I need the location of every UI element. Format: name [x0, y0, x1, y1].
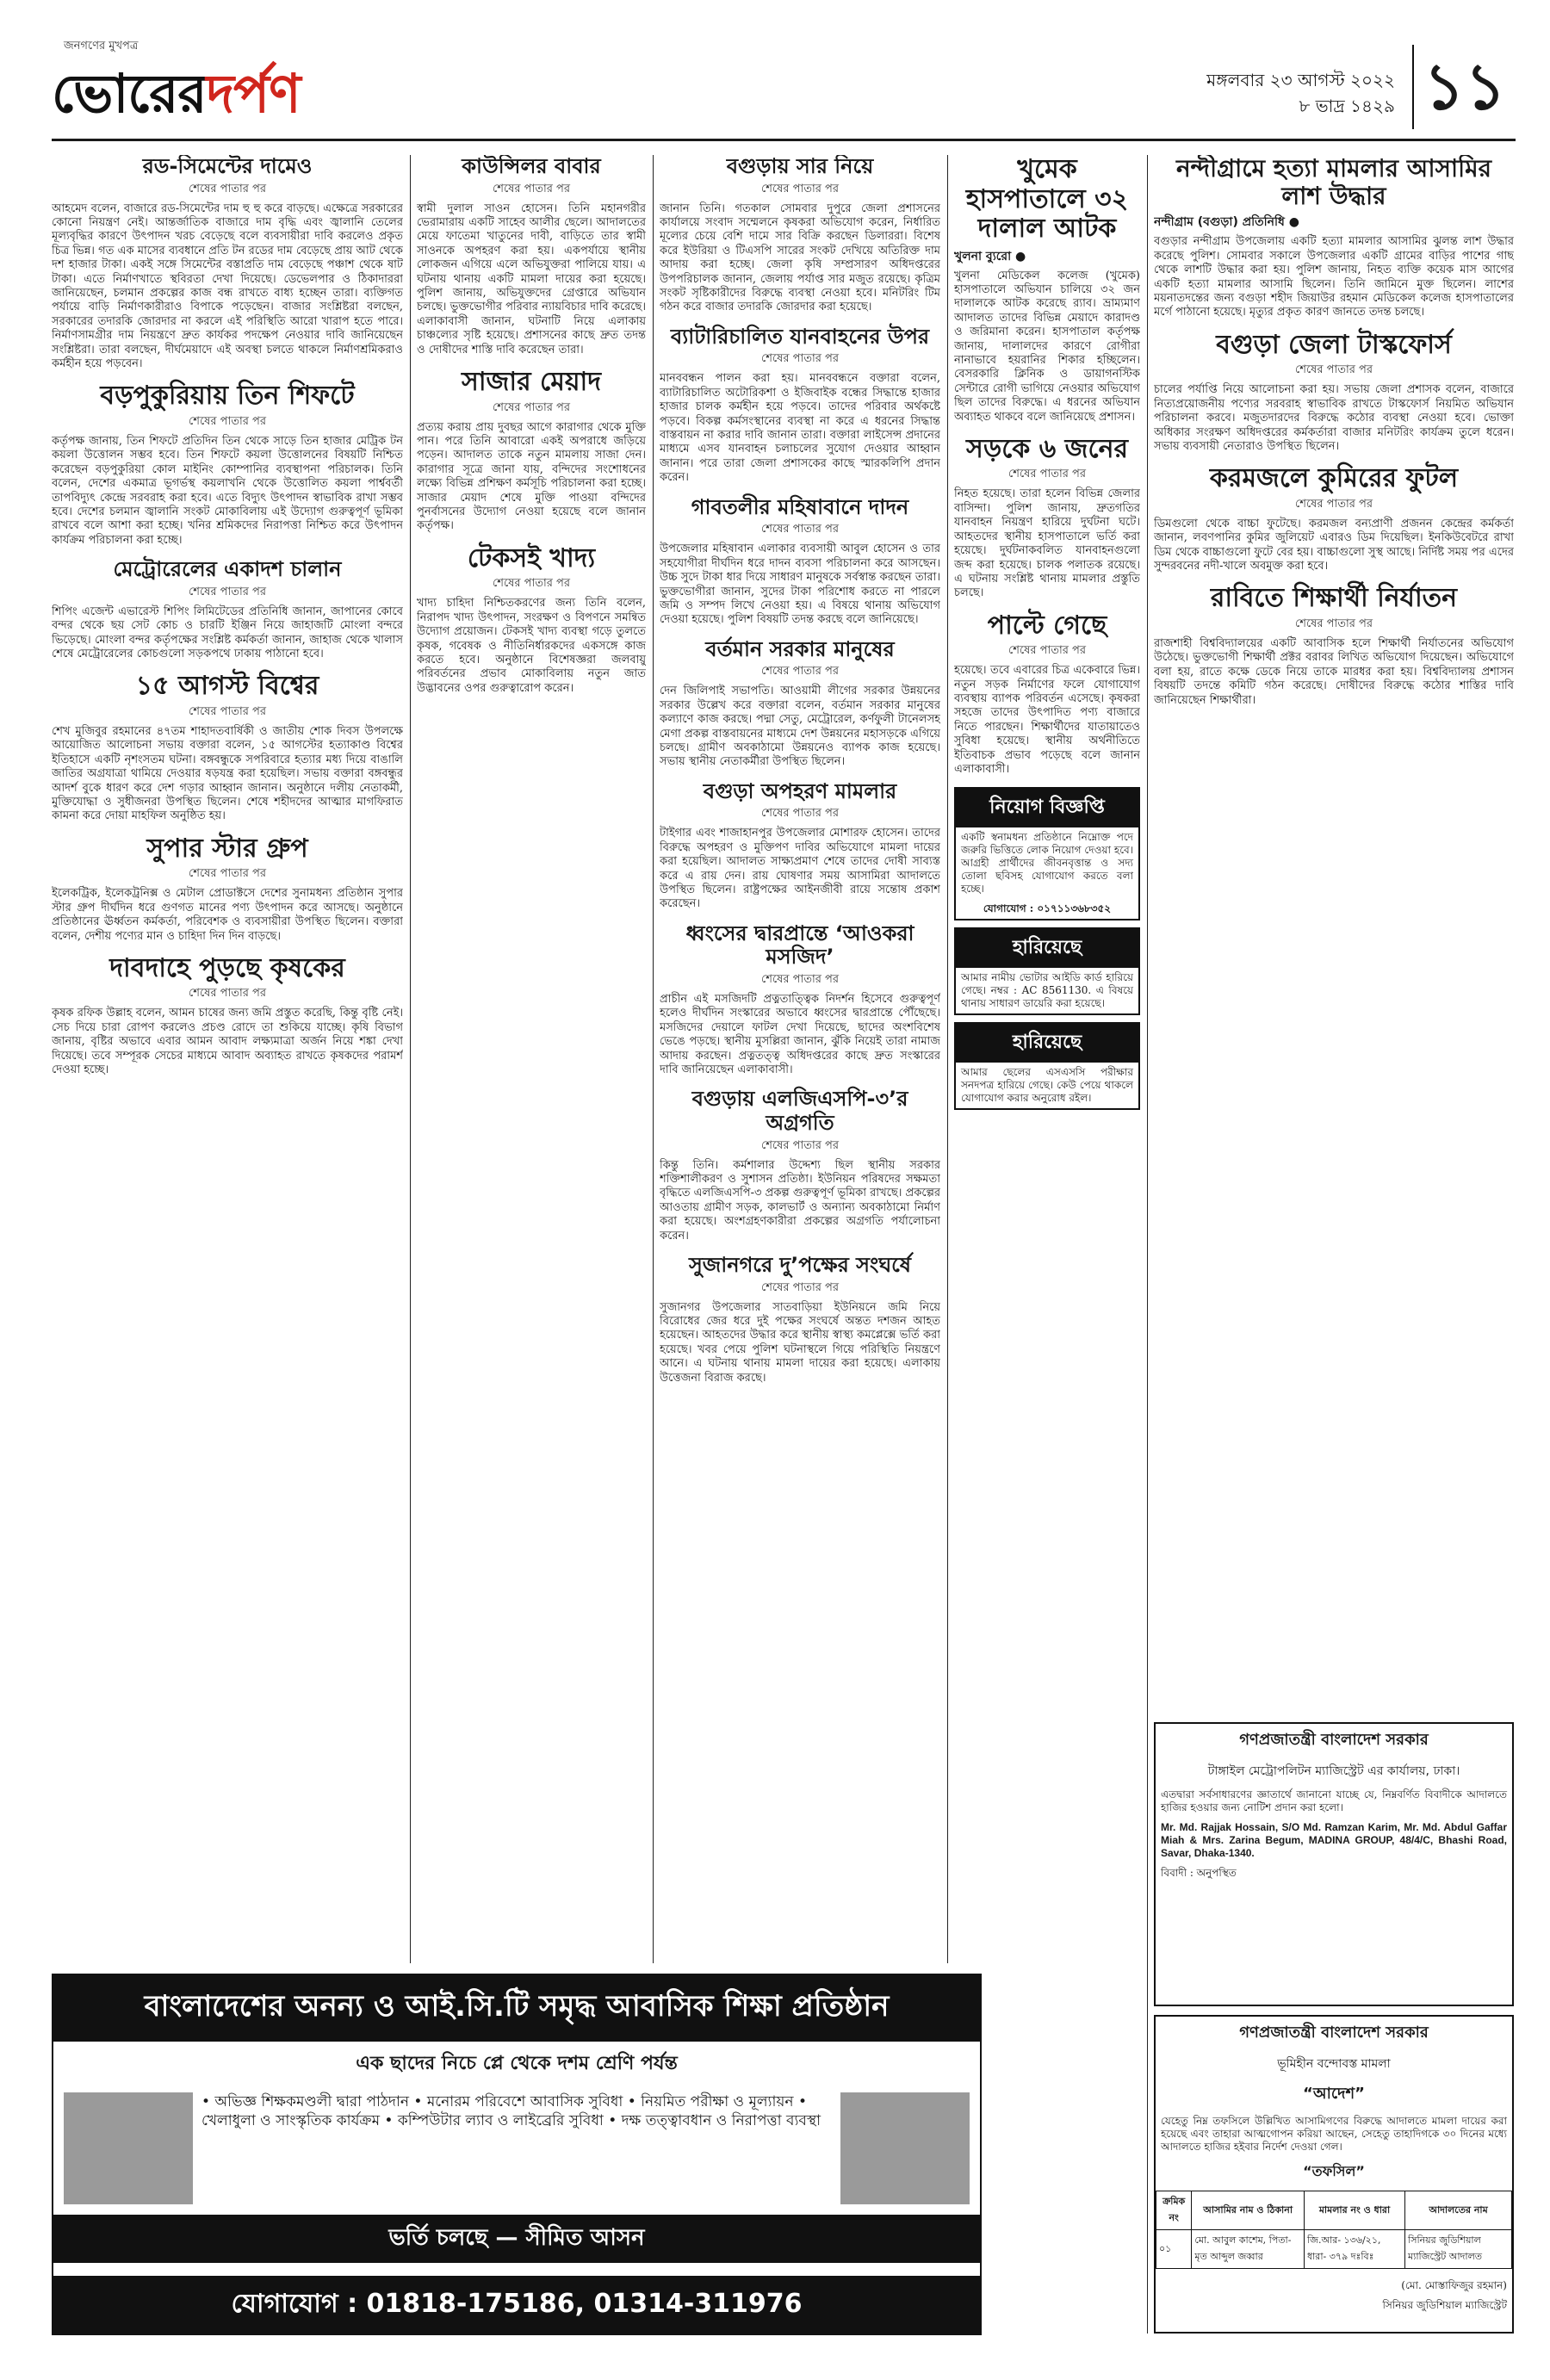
- article-body: আহমেদ বলেন, বাজারে রড-সিমেন্টের দাম হু হু করে বাড়ছে। এক্ষেত্রে সরকারের কোনো নিয়ন্ত্রণ নেই। আন্তর্জাতিক বাজারে দাম বৃদ্ধি এবং জ্বালানি তেলের মূল্যবৃদ্ধির কারণে উৎপাদন খরচ বেড়েছে বলে ব্যবসায়ীরা দাবি করলেও প্রকৃত চিত্র ভিন্ন। গত এক মাসের ব্যবধানে প্রতি টন রডের দাম বেড়েছে প্রায় আট থেকে দশ হাজার টাকা। একই সঙ্গে সিমেন্টের বস্তাপ্রতি দাম বেড়েছে পঞ্চাশ থেকে ষাট টাকা। এতে নির্মাণখাতে স্থবিরতা দেখা দিয়েছে। ডেভেলপার ও ঠিকাদাররা জানিয়েছেন, চলমান প্রকল্পের কাজ বন্ধ রাখতে বাধ্য হচ্ছেন তারা। ব্যক্তিগত পর্যায়ে বাড়ি নির্মাণকারীরাও বিপাকে পড়েছেন। বাজার সংশ্লিষ্টরা বলছেন, সরকারের তদারকি জোরদার না করলে এই পরিস্থিতি আরো খারাপ হতে পারে। নির্মাণসামগ্রীর দাম নিয়ন্ত্রণে দ্রুত কার্যকর পদক্ষেপ নেওয়ার দাবি জানিয়েছেন সংশ্লিষ্টরা। তারা বলছেন, দীর্ঘমেয়াদে এই অবস্থা চলতে থাকলে নির্মাণশ্রমিকরাও কর্মহীন হয়ে পড়বেন।: [52, 201, 403, 371]
- continued-label: শেষের পাতার পর: [760, 1280, 840, 1294]
- ad-text: একটি স্বনামধন্য প্রতিষ্ঠানে নিম্নোক্ত পদে জরুরি ভিত্তিতে লোক নিয়োগ দেওয়া হবে। আগ্রহী প্রার্থীদের জীবনবৃত্তান্ত ও সদ্য তোলা ছবিসহ যোগাযোগ করতে বলা হচ্ছে।: [961, 831, 1133, 896]
- article-body: কৃষক রফিক উল্লাহ বলেন, আমন চাষের জন্য জমি প্রস্তুত করেছি, কিন্তু বৃষ্টি নেই। সেচ দিয়ে চারা রোপণ করলেও প্রচণ্ড রোদে তা শুকিয়ে যাচ্ছে। কৃষি বিভাগ জানায়, বৃষ্টির অভাবে এবার আমন আবাদ লক্ষ্যমাত্রা অর্জন নিয়ে শঙ্কা দেখা দিয়েছে। তবে সম্পূরক সেচের মাধ্যমে আবাদ অব্যাহত রাখতে কৃষকদের পরামর্শ দেওয়া হচ্ছে।: [52, 1007, 403, 1077]
- article-body: ইলেকট্রিক, ইলেকট্রনিক্স ও মেটাল প্রোডাক্টসে দেশের সুনামধন্য প্রতিষ্ঠান সুপার স্টার গ্রুপ দীর্ঘদিন ধরে গুণগত মানের পণ্য উৎপাদন করে আসছে। অনুষ্ঠানে প্রতিষ্ঠানের ঊর্ধ্বতন কর্মকর্তা, পরিবেশক ও ব্যবসায়ীরা উপস্থিত ছিলেন। বক্তারা বলেন, দেশীয় পণ্যের মান ও চাহিদা দিন দিন বাড়ছে।: [52, 887, 403, 943]
- date-gregorian: মঙ্গলবার ২৩ আগস্ট ২০২২: [1206, 70, 1395, 90]
- article-body: খুলনা মেডিকেল কলেজ (খুমেক) হাসপাতালে অভিযান চালিয়ে ৩২ জন দালালকে আটক করেছে র‍্যাব। ভ্রাম্যমাণ আদালত তাদের বিভিন্ন মেয়াদে কারাদণ্ড ও জরিমানা করেন। হাসপাতাল কর্তৃপক্ষ জানায়, দালালদের কারণে রোগীরা নানাভাবে হয়রানির শিকার হচ্ছিলেন। বেসরকারি ক্লিনিক ও ডায়াগনস্টিক সেন্টারে রোগী ভাগিয়ে নেওয়ার অভিযোগ ছিল তাদের বিরুদ্ধে। এ ধরনের অভিযান অব্যাহত থাকবে বলে জানিয়েছে প্রশাসন।: [954, 269, 1140, 424]
- continued-label: শেষের পাতার পর: [188, 414, 267, 428]
- article-body: দেন জিলিপাই সভাপতি। আওয়ামী লীগের সরকার উন্নয়নের সরকার উল্লেখ করে বক্তারা বলেন, বর্তমান সরকার মানুষের কল্যাণে কাজ করছে। পদ্মা সেতু, মেট্রোরেল, কর্ণফুলী টানেলসহ মেগা প্রকল্প বাস্তবায়নের মাধ্যমে দেশ উন্নয়নের মহাসড়কে এগিয়ে চলছে। গ্রামীণ অবকাঠামো উন্নয়নেও ব্যাপক কাজ হয়েছে। সভায় স্থানীয় নেতাকর্মীরা উপস্থিত ছিলেন।: [660, 685, 940, 769]
- ad-features: • অভিজ্ঞ শিক্ষকমণ্ডলী দ্বারা পাঠদান • মনোরম পরিবেশে আবাসিক সুবিধা • নিয়মিত পরীক্ষা ও মূল্যায়ন • খেলাধুলা ও সাংস্কৃতিক কার্যক্রম • কম্পিউটার ল্যাব ও লাইব্রেরি সুবিধা • দক্ষ তত্ত্বাবধান ও নিরাপত্তা ব্যবস্থা: [202, 2093, 822, 2129]
- article-body: কিন্তু তিনি। কর্মশালার উদ্দেশ্য ছিল স্থানীয় সরকার শক্তিশালীকরণ ও সুশাসন প্রতিষ্ঠা। ইউনিয়ন পরিষদের সক্ষমতা বৃদ্ধিতে এলজিএসপি-৩ প্রকল্প গুরুত্বপূর্ণ ভূমিকা রাখছে। প্রকল্পের আওতায় গ্রামীণ সড়ক, কালভার্ট ও অন্যান্য অবকাঠামো নির্মাণ করা হয়েছে। অংশগ্রহণকারীরা প্রকল্পের অগ্রগতি পর্যালোচনা করেন।: [660, 1158, 940, 1243]
- signer: (মো. মোস্তাফিজুর রহমান): [1401, 2279, 1507, 2291]
- article-lgsp[interactable]: [660, 1088, 940, 1243]
- ad-header: গণপ্রজাতন্ত্রী বাংলাদেশ সরকার: [1239, 2024, 1429, 2042]
- ad-title: নিয়োগ বিজ্ঞপ্তি: [956, 789, 1138, 827]
- table-header: মামলার নং ও ধারা: [1304, 2191, 1404, 2230]
- column-3: [660, 155, 940, 1963]
- article-body: নিহত হয়েছে। তারা হলেন বিভিন্ন জেলার বাসিন্দা। পুলিশ জানায়, দ্রুতগতির যানবাহন নিয়ন্ত্রণ হারিয়ে দুর্ঘটনা ঘটে। আহতদের স্থানীয় হাসপাতালে ভর্তি করা হয়েছে। দুর্ঘটনাকবলিত যানবাহনগুলো জব্দ করা হয়েছে। চালক পলাতক রয়েছে। এ ঘটনায় সংশ্লিষ্ট থানায় মামলার প্রস্তুতি চলছে।: [954, 487, 1140, 600]
- article-crocodile[interactable]: [1154, 464, 1514, 573]
- article-changed[interactable]: [954, 611, 1140, 778]
- continued-label: শেষের পাতার পর: [760, 972, 840, 986]
- continued-label: শেষের পাতার পর: [1294, 497, 1373, 511]
- dateline: [1206, 67, 1395, 119]
- ad-party: Mr. Md. Rajjak Hossain, S/O Md. Ramzan Karim, Mr. Md. Abdul Gaffar Miah & Mrs. Zarina Begum, MADINA GROUP, 48/4/C, Bhashi Road, Savar, Dhaka-1340.: [1161, 1821, 1507, 1859]
- headline: দাবদাহে পুড়ছে কৃষকের: [109, 952, 345, 983]
- article-barapukuria[interactable]: [52, 381, 403, 548]
- article-road-accident[interactable]: [954, 435, 1140, 601]
- article-15-august[interactable]: [52, 672, 403, 823]
- headline: টেকসই খাদ্য: [467, 542, 596, 573]
- newspaper-logo[interactable]: [52, 53, 301, 142]
- continued-label: শেষের পাতার পর: [1008, 644, 1087, 658]
- article-mosque[interactable]: [660, 922, 940, 1078]
- article-rod-cement[interactable]: [52, 155, 403, 371]
- continued-label: শেষের পাতার পর: [760, 352, 840, 366]
- article-body: হয়েছে। তবে এবারের চিত্র একেবারে ভিন্ন। নতুন সড়ক নির্মাণের ফলে যোগাযোগ ব্যবস্থায় ব্যাপক পরিবর্তন এসেছে। কৃষকরা সহজে তাদের উৎপাদিত পণ্য বাজারে নিতে পারছেন। শিক্ষার্থীদের যাতায়াতেও সুবিধা হয়েছে। স্থানীয় অর্থনীতিতে ইতিবাচক প্রভাব পড়েছে বলে জানান এলাকাবাসী।: [954, 664, 1140, 777]
- article-taskforce[interactable]: [1154, 331, 1514, 455]
- article-body: স্বামী দুলাল সাওন হোসেন। তিনি মহানগরীর ভেরামারায় একটি সাহেব আলীর ছেলে। আদালতের মেয়ে ফাতেমা খাতুনের দাবী, বাড়িতে তার স্বামী সাওনকে অপহরণ করা হয়। একপর্যায়ে স্থানীয় লোকজন এগিয়ে এলে অভিযুক্তরা পালিয়ে যায়। এ ঘটনায় থানায় একটি মামলা দায়ের করা হয়েছে। পুলিশ জানায়, অভিযুক্তদের গ্রেপ্তারে অভিযান চলছে। ভুক্তভোগীর পরিবার ন্যায়বিচার দাবি করেছে। এলাকাবাসী জানান, ঘটনাটি নিয়ে এলাকায় চাঞ্চল্যের সৃষ্টি হয়েছে। প্রশাসনের কাছে দ্রুত তদন্ত ও দোষীদের শাস্তি দাবি করেছেন তারা।: [417, 201, 646, 356]
- headline: সড়কে ৬ জনের: [966, 433, 1128, 464]
- continued-label: শেষের পাতার পর: [1008, 468, 1087, 481]
- headline: ধ্বংসের দ্বারপ্রান্তে ‘আওকরা মসজিদ’: [685, 920, 914, 970]
- headline: ১৫ আগস্ট বিশ্বের: [135, 671, 319, 702]
- article-body: শেখ মুজিবুর রহমানের ৪৭তম শাহাদতবার্ষিকী ও জাতীয় শোক দিবস উপলক্ষে আয়োজিত আলোচনা সভায় বক্তারা বলেন, ১৫ আগস্টের হত্যাকাণ্ড বিশ্বের ইতিহাসে একটি নৃশংসতম ঘটনা। বঙ্গবন্ধুকে সপরিবারে হত্যার মধ্য দিয়ে বাঙালি জাতির অগ্রযাত্রা থামিয়ে দেওয়ার ষড়যন্ত্র করা হয়েছিল। সভায় বক্তারা বঙ্গবন্ধুর আদর্শ বুকে ধারণ করে দেশ গড়ার আহ্বান জানান। অনুষ্ঠানে দলীয় নেতাকর্মী, মুক্তিযোদ্ধা ও সুধীজনরা উপস্থিত ছিলেন। শেষে শহীদদের আত্মার মাগফিরাত কামনা করে দোয়া মাহফিল অনুষ্ঠিত হয়।: [52, 724, 403, 823]
- column-rule: [653, 155, 654, 1963]
- article-heatwave-farmers[interactable]: [52, 954, 403, 1078]
- headline: মেট্রোরেলের একাদশ চালান: [113, 557, 342, 582]
- byline: খুলনা ব্যুরো ●: [954, 249, 1026, 263]
- continued-label: শেষের পাতার পর: [492, 577, 571, 591]
- headline: কাউন্সিলর বাবার: [462, 155, 601, 178]
- ad-subtitle: এক ছাদের নিচে প্লে থেকে দশম শ্রেণি পর্যন্ত: [356, 2053, 678, 2074]
- continued-label: শেষের পাতার পর: [492, 400, 571, 414]
- article-bogura-fertilizer[interactable]: [660, 155, 940, 315]
- headline: পাল্টে গেছে: [987, 610, 1107, 641]
- logo-part2: দর্পণ: [206, 62, 301, 125]
- article-sujanagar-clash[interactable]: [660, 1254, 940, 1385]
- article-body: প্রাচীন এই মসজিদটি প্রত্নতাত্ত্বিক নিদর্শন হিসেবে গুরুত্বপূর্ণ হলেও দীর্ঘদিন সংস্কারের অভাবে ধ্বংসের দ্বারপ্রান্তে পৌঁছেছে। মসজিদের দেয়ালে ফাটল দেখা দিয়েছে, ছাদের অংশবিশেষ ভেঙে পড়ছে। স্থানীয় মুসল্লিরা জানান, ঝুঁকি নিয়েই তারা নামাজ আদায় করছেন। প্রত্নতত্ত্ব অধিদপ্তরের কাছে দ্রুত সংস্কারের দাবি জানিয়েছেন এলাকাবাসী।: [660, 992, 940, 1076]
- ad-notice: “আদেশ”: [1303, 2085, 1365, 2103]
- table-cell: সিনিয়র জুডিশিয়াল ম্যাজিস্ট্রেট আদালত: [1405, 2230, 1512, 2269]
- article-sentence-term[interactable]: [417, 368, 646, 534]
- page-number: ১১: [1412, 45, 1516, 129]
- ad-header: গণপ্রজাতন্ত্রী বাংলাদেশ সরকার: [1239, 1731, 1429, 1749]
- article-body: সুজানগর উপজেলার সাতবাড়িয়া ইউনিয়নে জমি নিয়ে বিরোধের জের ধরে দুই পক্ষের সংঘর্ষে অন্তত দশজন আহত হয়েছেন। আহতদের উদ্ধার করে স্থানীয় স্বাস্থ্য কমপ্লেক্সে ভর্তি করা হয়েছে। খবর পেয়ে পুলিশ ঘটনাস্থলে গিয়ে পরিস্থিতি নিয়ন্ত্রণে আনে। এ ঘটনায় থানায় মামলা দায়ের করা হয়েছে। এলাকায় উত্তেজনা বিরাজ করছে।: [660, 1300, 940, 1385]
- column-rule: [947, 155, 948, 1963]
- schedule-table: [1156, 2191, 1512, 2269]
- continued-label: শেষের পাতার পর: [1294, 617, 1373, 630]
- continued-label: শেষের পাতার পর: [760, 523, 840, 536]
- headline: ব্যাটারিচালিত যানবাহনের উপর: [670, 324, 930, 349]
- ad-school[interactable]: [52, 1974, 982, 2335]
- headline: রড-সিমেন্টের দামেও: [142, 155, 313, 178]
- article-khumek-brokers[interactable]: [954, 155, 1140, 425]
- article-body: খাদ্য চাহিদা নিশ্চিতকরণের জন্য তিনি বলেন, নিরাপদ খাদ্য উৎপাদন, সংরক্ষণ ও বিপণনে সমন্বিত উদ্যোগ প্রয়োজন। টেকসই খাদ্য ব্যবস্থা গড়ে তুলতে কৃষক, গবেষক ও নীতিনির্ধারকদের একসঙ্গে কাজ করতে হবে। অনুষ্ঠানে বিশেষজ্ঞরা জলবায়ু পরিবর্তনের প্রভাব মোকাবিলায় নতুন জাত উদ্ভাবনের ওপর গুরুত্বারোপ করেন।: [417, 597, 646, 695]
- article-battery-vehicles[interactable]: [660, 325, 940, 486]
- continued-label: শেষের পাতার পর: [188, 585, 267, 598]
- headline: সাজার মেয়াদ: [462, 367, 601, 398]
- continued-label: শেষের পাতার পর: [492, 182, 571, 195]
- article-metrorail[interactable]: [52, 558, 403, 661]
- ad-photo: [840, 2092, 970, 2204]
- article-body: বগুড়ার নন্দীগ্রাম উপজেলায় একটি হত্যা মামলার আসামির ঝুলন্ত লাশ উদ্ধার করেছে পুলিশ। সোমবার সকালে উপজেলার একটি গ্রামের বাড়ির পাশের গাছ থেকে লাশটি উদ্ধার করা হয়। পুলিশ জানায়, নিহত ব্যক্তি কয়েক মাস আগের একটি হত্যা মামলার আসামি ছিলেন। তিনি জামিনে মুক্ত ছিলেন। লাশের ময়নাতদন্তের জন্য বগুড়া শহীদ জিয়াউর রহমান মেডিকেল কলেজ হাসপাতালের মর্গে পাঠানো হয়েছে। মৃত্যুর প্রকৃত কারণ জানতে তদন্ত চলছে।: [1154, 235, 1514, 319]
- table-cell: জি.আর- ১৩৬/২১, ধারা- ৩৭৯ দঃবিঃ: [1304, 2230, 1404, 2269]
- ad-lost-1[interactable]: [954, 927, 1140, 1015]
- column-5: [1154, 155, 1514, 1714]
- article-body: টাইগার এবং শাজাহানপুর উপজেলার মোশারফ হোসেন। তাদের বিরুদ্ধে অপহরণ ও মুক্তিপণ দাবির অভিযোগে মামলা দায়ের করা হয়েছিল। আদালত সাক্ষ্যপ্রমাণ শেষে তাদের দোষী সাব্যস্ত করে এ রায় দেন। রায় ঘোষণার সময় আসামিরা আদালতে উপস্থিত ছিলেন। রাষ্ট্রপক্ষের আইনজীবী রায়ে সন্তোষ প্রকাশ করেছেন।: [660, 827, 940, 911]
- ad-text: যেহেতু নিম্ন তফসিলে উল্লিখিত আসামিগণের বিরুদ্ধে আদালতে মামলা দায়ের করা হয়েছে এবং তাহারা আত্মগোপন করিয়া আছেন, সেহেতু তাহাদিগকে ৩০ দিনের মধ্যে আদালতে হাজির হইবার নির্দেশ দেওয়া গেল।: [1161, 2115, 1507, 2153]
- headline: বড়পুকুরিয়ায় তিন শিফটে: [100, 381, 355, 412]
- continued-label: শেষের পাতার পর: [188, 867, 267, 881]
- article-body: চালের পর্যাপ্তি নিয়ে আলোচনা করা হয়। সভায় জেলা প্রশাসক বলেন, বাজারে নিত্যপ্রয়োজনীয় পণ্যের সরবরাহ স্বাভাবিক রাখতে টাস্কফোর্স নিয়মিত অভিযান পরিচালনা করবে। মজুতদারদের বিরুদ্ধে কঠোর ব্যবস্থা নেওয়া হবে। ভোক্তা অধিকার সংরক্ষণ অধিদপ্তরের কর্মকর্তারা বাজার মনিটরিং কার্যক্রম তুলে ধরেন। সভায় ব্যবসায়ী নেতারাও উপস্থিত ছিলেন।: [1154, 383, 1514, 453]
- ad-legal-notice[interactable]: [1154, 1722, 1514, 2006]
- continued-label: শেষের পাতার পর: [1294, 363, 1373, 377]
- article-body: প্রত্যয় করায় প্রায় দুবছর আগে কারাগার থেকে মুক্তি পান। পরে তিনি আবারো একই অপরাধে জড়িয়ে পড়েন। আদালত তাকে নতুন মামলায় সাজা দেন। কারাগার সূত্রে জানা যায়, বন্দিদের সংশোধনের লক্ষ্যে বিভিন্ন প্রশিক্ষণ কর্মসূচি পরিচালনা করা হচ্ছে। সাজার মেয়াদ শেষে মুক্তি পাওয়া বন্দিদের পুনর্বাসনের উদ্যোগ নেওয়া হয়েছে বলে জানান কর্তৃপক্ষ।: [417, 420, 646, 533]
- article-super-star[interactable]: [52, 834, 403, 944]
- table-cell: মো. আবুল কাশেম, পিতা- মৃত আব্দুল জব্বার: [1192, 2230, 1305, 2269]
- ad-party2: বিবাদী : অনুপস্থিত: [1161, 1867, 1237, 1879]
- ad-text: আমার নামীয় ভোটার আইডি কার্ড হারিয়ে গেছে। নম্বর : AC 8561130. এ বিষয়ে থানায় সাধারণ ডায়েরি করা হয়েছে।: [961, 971, 1133, 1010]
- headline: খুমেক হাসপাতালে ৩২ দালাল আটক: [965, 155, 1129, 244]
- column-4: [954, 155, 1140, 2334]
- masthead: [52, 38, 1516, 141]
- continued-label: শেষের পাতার পর: [188, 182, 267, 195]
- headline: সুজানগরে দু’পক্ষের সংঘর্ষে: [688, 1253, 912, 1278]
- table-title: “তফসিল”: [1303, 2163, 1365, 2179]
- headline: বগুড়ায় এলজিএসপি-৩’র অগ্রগতি: [691, 1087, 908, 1135]
- logo-part1: ভোরের: [52, 62, 207, 125]
- table-row: [1156, 2230, 1512, 2269]
- table-cell: ০১: [1156, 2230, 1192, 2269]
- ad-title: হারিয়েছে: [956, 1024, 1138, 1063]
- article-body: রাজশাহী বিশ্ববিদ্যালয়ের একটি আবাসিক হলে শিক্ষার্থী নির্যাতনের অভিযোগ উঠেছে। ভুক্তভোগী শিক্ষার্থী প্রক্টর বরাবর লিখিত অভিযোগ দিয়েছেন। অভিযোগে বলা হয়, রাতে কক্ষে ডেকে নিয়ে তাকে মারধর করা হয়। বিশ্ববিদ্যালয় প্রশাসন বিষয়টি তদন্তে কমিটি গঠন করেছে। দোষীদের বিরুদ্ধে কঠোর শাস্তির দাবি জানিয়েছেন শিক্ষার্থীরা।: [1154, 636, 1514, 707]
- headline: করমজলে কুমিরের ফুটল: [1209, 463, 1459, 494]
- continued-label: শেষের পাতার পর: [188, 704, 267, 718]
- ad-phone: যোগাযোগ : ০১৭১১৩৬৮৩৫২: [983, 902, 1112, 915]
- logo-tagline: জনগণের মুখপত্র: [64, 40, 139, 53]
- ad-text: এতদ্বারা সর্বসাধারণের জ্ঞাতার্থে জানানো যাচ্ছে যে, নিম্নবর্ণিত বিবাদীকে আদালতে হাজির হওয়ার জন্য নোটিশ প্রদান করা হলো।: [1161, 1788, 1507, 1813]
- continued-label: শেষের পাতার পর: [760, 1138, 840, 1152]
- headline: রাবিতে শিক্ষার্থী নির্যাতন: [1210, 583, 1458, 614]
- table-header: আসামির নাম ও ঠিকানা: [1192, 2191, 1305, 2230]
- headline: বগুড়ায় সার নিয়ে: [726, 155, 874, 178]
- ad-title: হারিয়েছে: [956, 929, 1138, 968]
- ad-job-notice[interactable]: [954, 787, 1140, 920]
- ad-fee-strip: ভর্তি চলছে — সীমিত আসন: [53, 2215, 980, 2263]
- column-2: [417, 155, 646, 1963]
- headline: গাবতলীর মহিষাবানে দাদন: [691, 494, 909, 519]
- article-body: উপজেলার মহিষাবান এলাকার ব্যবসায়ী আবুল হোসেন ও তার সহযোগীরা দীর্ঘদিন ধরে দাদন ব্যবসা পরিচালনা করে আসছেন। উচ্চ সুদে টাকা ধার দিয়ে সাধারণ মানুষকে সর্বস্বান্ত করছেন তারা। ভুক্তভোগীরা জানান, সুদের টাকা পরিশোধ করতে না পারলে জমি ও সম্পদ লিখে নেওয়া হয়। এ বিষয়ে থানায় অভিযোগ দেওয়া হয়েছে। পুলিশ বিষয়টি তদন্ত করছে বলে জানিয়েছে।: [660, 542, 940, 627]
- ad-text: আমার ছেলের এসএসসি পরীক্ষার সনদপত্র হারিয়ে গেছে। কেউ পেয়ে থাকলে যোগাযোগ করার অনুরোধ রইল।: [961, 1066, 1133, 1105]
- article-sustainable-food[interactable]: [417, 544, 646, 696]
- ad-sub: ভূমিহীন বন্দোবস্ত মামলা: [1277, 2057, 1391, 2071]
- article-bogura-abduction[interactable]: [660, 780, 940, 912]
- ad-photo: [64, 2092, 193, 2204]
- headline: বগুড়া জেলা টাস্কফোর্স: [1216, 329, 1452, 360]
- column-rule: [410, 155, 411, 1963]
- article-nandigram[interactable]: [1154, 155, 1514, 320]
- headline: নন্দীগ্রামে হত্যা মামলার আসামির লাশ উদ্ধার: [1175, 155, 1492, 211]
- column-rule: [1147, 155, 1148, 2334]
- byline: নন্দীগ্রাম (বগুড়া) প্রতিনিধি ●: [1154, 215, 1299, 230]
- headline: সুপার স্টার গ্রুপ: [146, 833, 308, 864]
- continued-label: শেষের পাতার পর: [760, 665, 840, 679]
- ad-court-order[interactable]: [1154, 2015, 1514, 2334]
- column-1: [52, 155, 403, 1963]
- headline: বগুড়া অপহরণ মামলার: [703, 778, 897, 803]
- table-header: ক্রমিক নং: [1156, 2191, 1192, 2230]
- ad-content-row: [53, 2087, 980, 2210]
- continued-label: শেষের পাতার পর: [760, 182, 840, 195]
- continued-label: শেষের পাতার পর: [760, 807, 840, 821]
- article-body: ডিমগুলো থেকে বাচ্চা ফুটেছে। করমজল বন্যপ্রাণী প্রজনন কেন্দ্রের কর্মকর্তা জানান, লবণপানির কুমির জুলিয়েট এবারও ডিম দিয়েছিল। ইনকিউবেটরে রাখা ডিম থেকে বাচ্চাগুলো ফুটে বের হয়। বাচ্চাগুলো সুস্থ আছে। নির্দিষ্ট সময় পর এদের সুন্দরবনের নদী-খালে অবমুক্ত করা হবে।: [1154, 517, 1514, 573]
- ad-banner: বাংলাদেশের অনন্য ও আই.সি.টি সমৃদ্ধ আবাসিক শিক্ষা প্রতিষ্ঠান: [53, 1975, 980, 2042]
- article-body: মানববন্ধন পালন করা হয়। মানববন্ধনে বক্তারা বলেন, ব্যাটারিচালিত অটোরিকশা ও ইজিবাইক বন্ধের সিদ্ধান্তে হাজার হাজার চালক কর্মহীন হয়ে পড়বে। তাদের পরিবার অর্থকষ্টে পড়বে। বিকল্প কর্মসংস্থানের ব্যবস্থা না করে এ ধরনের সিদ্ধান্ত বাস্তবায়ন না করার দাবি জানান তারা। বক্তারা লাইসেন্স প্রদানের মাধ্যমে এসব যানবাহন চলাচলের সুযোগ দেওয়ার আহ্বান জানান। পরে তারা জেলা প্রশাসকের কাছে স্মারকলিপি প্রদান করেন।: [660, 372, 940, 485]
- table-header: আদালতের নাম: [1405, 2191, 1512, 2230]
- article-current-government[interactable]: [660, 638, 940, 770]
- ad-contact: যোগাযোগ : 01818-175186, 01314-311976: [53, 2276, 980, 2334]
- article-body: শিপিং এজেন্ট এভারেস্ট শিপিং লিমিটেডের প্রতিনিধি জানান, জাপানের কোবে বন্দর থেকে ছয় সেট কোচ ও চারটি ইঞ্জিন নিয়ে জাহাজটি মোংলা বন্দরে ভিড়েছে। মোংলা বন্দর কর্তৃপক্ষের সংশ্লিষ্ট কর্মকর্তা জানান, জাহাজ থেকে খালাস শেষে মেট্রোরেলের কোচগুলো সড়কপথে ঢাকায় পাঠানো হবে।: [52, 604, 403, 661]
- article-body: কর্তৃপক্ষ জানায়, তিন শিফটে প্রতিদিন তিন থেকে সাড়ে তিন হাজার মেট্রিক টন কয়লা উত্তোলন সম্ভব হবে। তিন শিফটে কয়লা উত্তোলনের বিষয়টি নিশ্চিত করেছেন বড়পুকুরিয়া কোল মাইনিং কোম্পানির ব্যবস্থাপনা পরিচালক। তিনি বলেন, দেশের একমাত্র ভূগর্ভস্থ কয়লাখনি থেকে উত্তোলিত কয়লা পার্শ্ববর্তী তাপবিদ্যুৎ কেন্দ্রে সরবরাহ করা হবে। এতে বিদ্যুৎ উৎপাদন স্বাভাবিক রাখা সম্ভব হবে। দেশের চলমান জ্বালানি সংকট মোকাবিলায় এই উদ্যোগ গুরুত্বপূর্ণ ভূমিকা রাখবে বলে আশা করা হচ্ছে। খনির শ্রমিকদের নিরাপত্তা নিশ্চিত করে উৎপাদন কার্যক্রম পরিচালনা করা হচ্ছে।: [52, 434, 403, 547]
- article-councillor[interactable]: [417, 155, 646, 357]
- article-rabi-torture[interactable]: [1154, 584, 1514, 708]
- article-body: জানান তিনি। গতকাল সোমবার দুপুরে জেলা প্রশাসনের কার্যালয়ে সংবাদ সম্মেলনে কৃষকরা অভিযোগ করেন, নির্ধারিত মূল্যের চেয়ে বেশি দামে সার বিক্রি করছেন ডিলাররা। বিশেষ করে ইউরিয়া ও টিএসপি সারের সংকট দেখিয়ে অতিরিক্ত দাম আদায় করা হচ্ছে। জেলা কৃষি সম্প্রসারণ অধিদপ্তরের উপপরিচালক জানান, জেলায় পর্যাপ্ত সার মজুত রয়েছে। কৃত্রিম সংকট সৃষ্টিকারীদের বিরুদ্ধে ব্যবস্থা নেওয়া হবে। মনিটরিং টিম গঠন করে বাজার তদারকি জোরদার করা হয়েছে।: [660, 201, 940, 314]
- signer-title: সিনিয়র জুডিশিয়াল ম্যাজিস্ট্রেট: [1382, 2299, 1507, 2311]
- continued-label: শেষের পাতার পর: [188, 987, 267, 1001]
- date-bangla: ৮ ভাদ্র ১৪২৯: [1299, 96, 1395, 116]
- ad-lost-2[interactable]: [954, 1022, 1140, 1110]
- ad-sub: টাঙ্গাইল মেট্রোপলিটন ম্যাজিস্ট্রেট এর কার্যালয়, ঢাকা।: [1207, 1764, 1460, 1778]
- article-gabtali-dadon[interactable]: [660, 496, 940, 628]
- headline: বর্তমান সরকার মানুষের: [705, 636, 895, 661]
